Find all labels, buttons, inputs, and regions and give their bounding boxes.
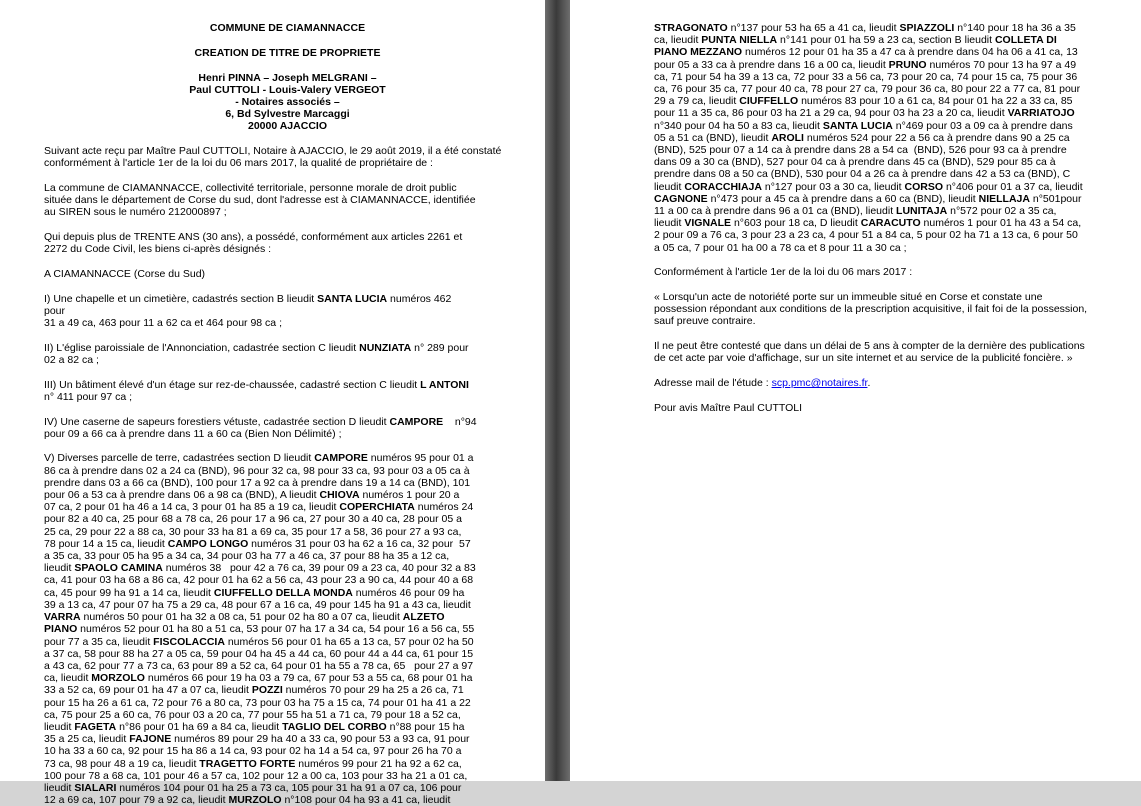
left-body-text <box>44 145 531 806</box>
text-line: III) Un bâtiment élevé d'un étage sur rez-de-chaussée, cadastré section C lieudit L ANTONI <box>44 378 469 391</box>
text-line: possession répondant aux conditions de la prescription acquisitive, il fait foi de la possession, <box>654 303 1088 316</box>
text-line: I) Une chapelle et un cimetière, cadastrés section B lieudit SANTA LUCIA numéros 462 <box>44 292 452 305</box>
text-line: STRAGONATO n°137 pour 53 ha 65 a 41 ca, lieudit SPIAZZOLI n°140 pour 18 ha 36 a 35 <box>654 22 1076 34</box>
text-line: au SIREN sous le numéro 212000897 ; <box>44 206 227 219</box>
notaries-line-1: Henri PINNA – Joseph MELGRANI – <box>198 72 377 84</box>
text-line: située dans le département de Corse du sud, dont l'adresse est à CIAMANNACCE, identifiée <box>44 194 476 207</box>
text-line: IV) Une caserne de sapeurs forestiers vétuste, cadastrée section D lieudit CAMPORE n°94 <box>44 415 477 428</box>
text-line: a 37 ca, 58 pour 88 ha 27 a 05 ca, 59 pour 04 ha 45 a 44 ca, 60 pour 44 a 44 ca, 61 pour 15 <box>44 647 474 660</box>
text-line: 11 a 00 ca à prendre dans 96 a 01 ca (BND), lieudit LUNITAJA n°572 pour 02 a 35 ca, <box>654 205 1057 218</box>
text-line: ca, lieudit MORZOLO numéros 66 pour 19 ha 03 a 79 ca, 67 pour 53 a 55 ca, 68 pour 01 ha <box>44 672 473 685</box>
text-line: a 05 ca, 7 pour 01 ha 00 a 78 ca et 8 pour 11 a 30 ca ; <box>654 241 907 254</box>
text-line: pour 06 a 53 ca à prendre dans 06 a 98 ca (BND), A lieudit CHIOVA numéros 1 pour 20 a <box>44 489 460 502</box>
document-title: CREATION DE TITRE DE PROPRIETE <box>194 47 381 59</box>
left-paragraph <box>44 231 531 255</box>
text-line: 73 ca, 98 pour 48 a 19 ca, lieudit TRAGETTO FORTE numéros 99 pour 21 ha 92 a 62 ca, <box>44 757 462 770</box>
left-paragraph <box>44 452 531 806</box>
left-paragraph <box>44 293 531 330</box>
text-line: lieudit VIGNALE n°603 pour 18 ca, D lieudit CARACUTO numéros 1 pour 01 ha 43 a 54 ca, <box>654 217 1082 230</box>
text-line: n° 411 pour 97 ca ; <box>44 390 133 403</box>
text-line: sauf preuve contraire. <box>654 315 756 328</box>
text-line: pour 05 a 33 ca à prendre dans 16 a 00 ca, lieudit PRUNO numéros 70 pour 13 ha 97 a 49 <box>654 58 1077 71</box>
document-header <box>44 22 531 132</box>
page-divider <box>545 0 570 781</box>
text-line: conformément à l'article 1er de la loi du 06 mars 2017, la qualité de propriétaire de : <box>44 157 433 170</box>
text-line: (BND), 525 pour 07 a 14 ca à prendre dans 28 a 54 ca (BND), 526 pour 93 ca à prendre <box>654 144 1067 157</box>
left-paragraph <box>44 182 531 219</box>
text-line: A CIAMANNACCE (Corse du Sud) <box>44 267 206 280</box>
text-line: CAGNONE n°473 pour a 45 ca à prendre dans a 60 ca (BND), lieudit NIELLAJA n°501pour <box>654 192 1082 205</box>
contact-suffix: . <box>867 377 871 390</box>
text-line: 78 pour 14 a 15 ca, lieudit CAMPO LONGO numéros 31 pour 03 ha 62 a 16 ca, 32 pour 57 <box>44 537 471 550</box>
text-line: Il ne peut être contesté que dans un délai de 5 ans à compter de la dernière des publications <box>654 340 1085 353</box>
text-line: 12 a 69 ca, 107 pour 79 a 92 ca, lieudit MURZOLO n°108 pour 04 ha 93 a 41 ca, lieudit <box>44 794 451 806</box>
text-line: ca, 76 pour 35 ca, 77 pour 40 ca, 78 pour 27 ca, 79 pour 36 ca, 80 pour 22 a 77 ca, 81 pour <box>654 83 1081 96</box>
text-line: lieudit SPAOLO CAMINA numéros 38 pour 42 a 76 ca, 39 pour 09 a 23 ca, 40 pour 32 a 83 <box>44 562 476 575</box>
text-line: 25 ca, 29 pour 22 a 88 ca, 30 pour 33 ha 81 a 69 ca, 35 pour 17 a 58, 36 pour 27 a 93 ca, <box>44 525 462 538</box>
office-address: 6, Bd Sylvestre Marcaggi <box>225 108 350 120</box>
text-line: lieudit CORACCHIAJA n°127 pour 03 a 30 ca, lieudit CORSO n°406 pour 01 a 37 ca, lieudit <box>654 180 1083 193</box>
notaries-line-2: Paul CUTTOLI - Louis-Valery VERGEOT <box>189 84 386 96</box>
text-line: pour 15 ha 26 a 61 ca, 72 pour 76 a 80 ca, 73 pour 03 ha 75 a 15 ca, 74 pour 01 ha 41 a 22 <box>44 696 471 709</box>
document-page-right <box>570 0 1141 781</box>
text-line: 39 a 13 ca, 47 pour 07 ha 75 a 29 ca, 48 pour 67 a 16 ca, 49 pour 145 ha 91 a 43 ca, lieudit <box>44 598 471 611</box>
text-line: « Lorsqu'un acte de notoriété porte sur un immeuble situé en Corse et constate une <box>654 291 1043 304</box>
text-line: ca, 45 pour 99 ha 91 a 14 ca, lieudit CIUFFELLO DELLA MONDA numéros 46 pour 09 ha <box>44 586 465 599</box>
text-line: dans 09 a 30 ca (BND), 527 pour 04 ca à prendre dans 45 ca (BND), 529 pour 85 ca à <box>654 156 1056 169</box>
text-line: prendre dans 08 a 50 ca (BND), 530 pour 04 a 26 ca à prendre dans 42 a 53 ca (BND), C <box>654 168 1071 181</box>
contact-label: Adresse mail de l'étude : <box>654 377 772 390</box>
text-line: n°340 pour 04 ha 50 a 83 ca, lieudit SANTA LUCIA n°469 pour 03 a 09 ca à prendre dans <box>654 119 1073 132</box>
text-line: PIANO MEZZANO numéros 12 pour 01 ha 35 a 47 ca à prendre dans 04 ha 06 a 41 ca, 13 <box>654 46 1078 59</box>
text-line: PIANO numéros 52 pour 01 ha 80 a 51 ca, 53 pour 07 ha 17 a 34 ca, 54 pour 16 a 56 ca, 55 <box>44 623 475 636</box>
closing-signature: Pour avis Maître Paul CUTTOLI <box>654 401 803 414</box>
text-line: 05 a 51 ca (BND), lieudit AROLI numéros 524 pour 22 a 56 ca à prendre dans 90 a 25 ca <box>654 131 1070 144</box>
contact-paragraph <box>654 377 1115 389</box>
text-line: VARRA numéros 50 pour 01 ha 32 a 08 ca, 51 pour 02 ha 80 a 07 ca, lieudit ALZETO <box>44 611 445 624</box>
right-body-text <box>654 22 1115 365</box>
text-line: pour <box>44 304 66 317</box>
text-line: prendre dans 03 a 66 ca (BND), 100 pour 17 a 92 ca à prendre dans 19 a 14 ca (BND), 101 <box>44 476 471 489</box>
document-page-left <box>0 0 545 806</box>
text-line: 35 a 25 ca, lieudit FAJONE numéros 89 pour 29 ha 40 a 33 ca, 90 pour 53 a 93 ca, 91 pour <box>44 733 470 746</box>
left-paragraph <box>44 416 531 440</box>
text-line: a 35 ca, 33 pour 05 ha 95 a 34 ca, 34 pour 03 ha 77 a 46 ca, 37 pour 88 ha 35 a 12 ca, <box>44 550 450 563</box>
text-line: 07 ca, 2 pour 01 ha 46 a 14 ca, 3 pour 01 ha 85 a 19 ca, lieudit COPERCHIATA numéros 24 <box>44 501 474 514</box>
email-link[interactable]: scp.pmc@notaires.fr <box>771 377 868 390</box>
text-line: 31 a 49 ca, 463 pour 11 a 62 ca et 464 pour 98 ca ; <box>44 317 282 330</box>
text-line: de cet acte par voie d'affichage, sur un site internet et au service de la publicité foncière. » <box>654 352 1073 365</box>
text-line: La commune de CIAMANNACCE, collectivité territoriale, personne morale de droit public <box>44 181 457 194</box>
text-line: 10 ha 33 a 60 ca, 92 pour 15 ha 86 a 14 ca, 93 pour 02 ha 14 a 54 ca, 97 pour 26 ha 70 a <box>44 745 462 758</box>
text-line: lieudit SIALARI numéros 104 pour 01 ha 25 a 73 ca, 105 pour 31 ha 91 a 07 ca, 106 pour <box>44 781 462 794</box>
left-paragraph <box>44 145 531 169</box>
text-line: 2272 du Code Civil, les biens ci-après désignés : <box>44 243 272 256</box>
text-line: Suivant acte reçu par Maître Paul CUTTOLI, Notaire à AJACCIO, le 29 août 2019, il a été constaté <box>44 145 502 157</box>
text-line: pour 09 a 66 ca à prendre dans 11 a 60 ca (Bien Non Délimité) ; <box>44 427 342 440</box>
text-line: ca, 71 pour 54 ha 39 a 13 ca, 72 pour 33 a 56 ca, 73 pour 20 ca, 74 pour 15 ca, 75 pour 36 <box>654 70 1078 83</box>
text-line: a 43 ca, 62 pour 77 a 73 ca, 63 pour 89 a 52 ca, 64 pour 01 ha 55 a 78 ca, 65 pour 27 a 97 <box>44 659 474 672</box>
text-line: 33 a 52 ca, 69 pour 01 ha 47 a 07 ca, lieudit POZZI numéros 70 pour 29 ha 25 a 26 ca, 71 <box>44 684 464 697</box>
text-line: 2 pour 09 a 76 ca, 3 pour 23 a 23 ca, 4 pour 51 a 84 ca, 5 pour 02 ha 71 a 13 ca, 6 pour 50 <box>654 229 1078 242</box>
text-line: pour 11 a 35 ca, 86 pour 03 ha 21 a 29 ca, 94 pour 03 ha 23 a 20 ca, lieudit VARRIATOJO <box>654 107 1075 120</box>
text-line: pour 82 a 40 ca, 25 pour 68 a 78 ca, 26 pour 17 a 96 ca, 27 pour 30 a 40 ca, 28 pour 05 a <box>44 513 462 526</box>
office-city: 20000 AJACCIO <box>248 120 327 132</box>
notaries-line-3: - Notaires associés – <box>235 96 340 108</box>
left-paragraph <box>44 379 531 403</box>
text-line: pour 77 a 35 ca, lieudit FISCOLACCIA numéros 56 pour 01 ha 65 a 13 ca, 57 pour 02 ha 50 <box>44 635 474 648</box>
right-paragraph <box>654 291 1115 328</box>
text-line: 86 ca à prendre dans 02 a 24 ca (BND), 96 pour 32 ca, 98 pour 33 ca, 93 pour 03 a 05 ca à <box>44 464 470 477</box>
text-line: 100 pour 78 a 68 ca, 101 pour 46 a 57 ca, 102 pour 12 a 00 ca, 103 pour 33 ha 21 a 01 ca, <box>44 769 468 782</box>
right-paragraph <box>654 22 1115 254</box>
text-line: Qui depuis plus de TRENTE ANS (30 ans), a possédé, conformément aux articles 2261 et <box>44 231 463 244</box>
left-paragraph <box>44 342 531 366</box>
text-line: ca, 75 pour 25 a 60 ca, 76 pour 03 a 20 ca, 77 pour 55 ha 51 a 71 ca, 79 pour 18 a 52 ca, <box>44 708 461 721</box>
left-paragraph <box>44 268 531 280</box>
right-paragraph <box>654 266 1115 278</box>
text-line: 02 a 82 ca ; <box>44 353 99 366</box>
text-line: ca, 41 pour 03 ha 68 a 86 ca, 42 pour 01 ha 62 a 56 ca, 43 pour 23 a 90 ca, 44 pour 40 a 68 <box>44 574 474 587</box>
text-line: lieudit FAGETA n°86 pour 01 ha 69 a 84 ca, lieudit TAGLIO DEL CORBO n°88 pour 15 ha <box>44 720 465 733</box>
text-line: 29 a 79 ca, lieudit CIUFFELLO numéros 83 pour 10 a 61 ca, 84 pour 01 ha 22 a 33 ca, 85 <box>654 95 1073 108</box>
commune-name: COMMUNE DE CIAMANNACCE <box>209 22 366 34</box>
text-line: II) L'église paroissiale de l'Annonciation, cadastrée section C lieudit NUNZIATA n° 289 pour <box>44 341 469 354</box>
text-line: ca, lieudit PUNTA NIELLA n°141 pour 01 ha 59 a 23 ca, section B lieudit COLLETA DI <box>654 34 1057 47</box>
text-line: Conformément à l'article 1er de la loi du 06 mars 2017 : <box>654 266 913 279</box>
right-paragraph <box>654 340 1115 364</box>
text-line: V) Diverses parcelle de terre, cadastrées section D lieudit CAMPORE numéros 95 pour 01 a <box>44 452 474 465</box>
